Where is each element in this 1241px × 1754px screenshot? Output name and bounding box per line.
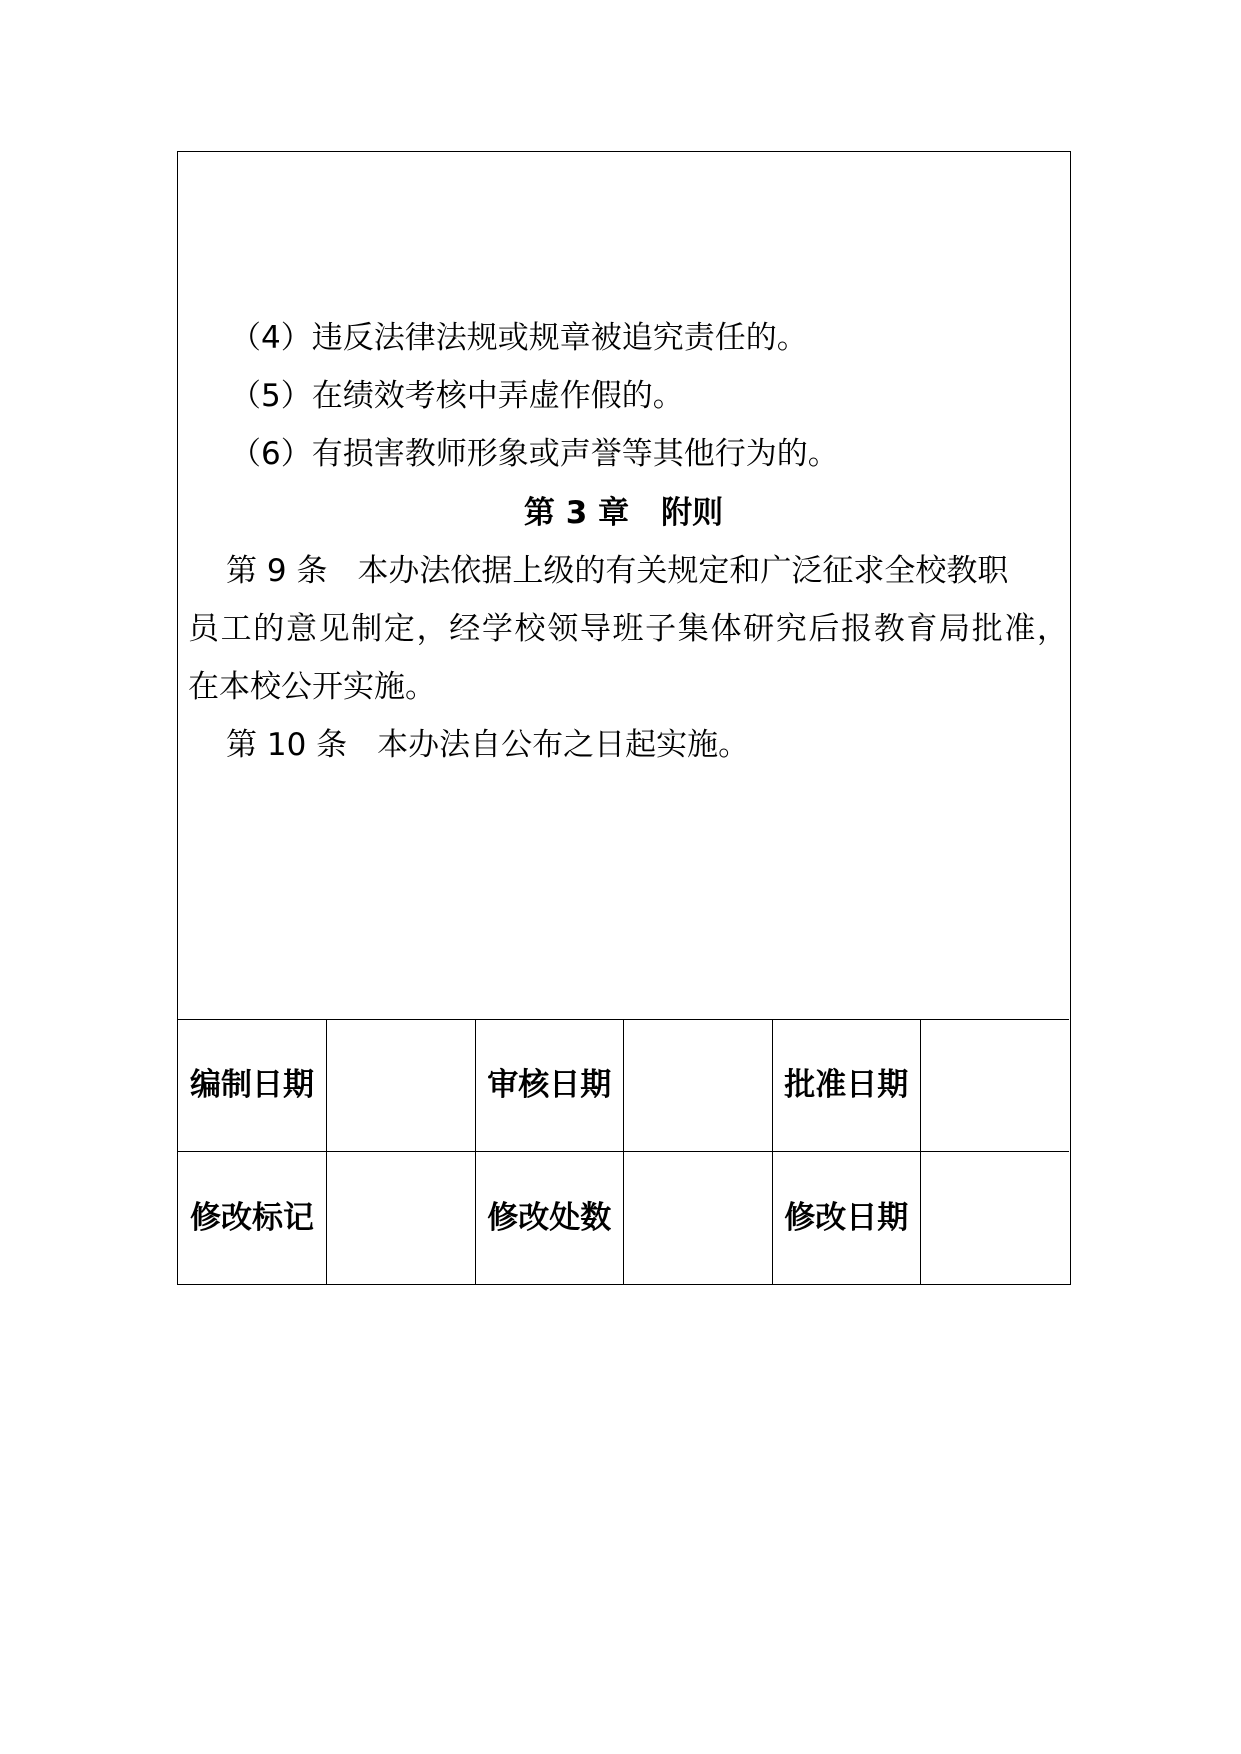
article-10-text: 本办法自公布之日起实施。: [377, 727, 750, 763]
list-item-4: （4）违反法律法规或规章被追究责任的。: [230, 320, 808, 356]
approve-date-label: 批准日期: [784, 1067, 909, 1104]
revision-date-value-cell: [921, 1151, 1070, 1284]
review-date-value-cell: [624, 1020, 773, 1151]
article-9-text-1: 本办法依据上级的有关规定和广泛征求全校教职: [357, 553, 1009, 589]
review-date-label-cell: [475, 1020, 624, 1151]
revision-count-value-cell: [624, 1151, 773, 1284]
approve-date-label-cell: [772, 1020, 921, 1151]
article-9-line-3: 在本校公开实施。: [188, 669, 436, 705]
table-row: [178, 1020, 1069, 1151]
article-9-line-1: [226, 549, 1008, 593]
content-cell: [178, 152, 1069, 1020]
revision-count-label: 修改处数: [487, 1199, 612, 1236]
revision-mark-label-cell: [178, 1151, 327, 1284]
list-item-6: （6）有损害教师形象或声誉等其他行为的。: [230, 436, 839, 472]
chapter-title: [178, 491, 1069, 535]
revision-date-label: 修改日期: [784, 1199, 909, 1236]
revision-mark-label: 修改标记: [190, 1199, 314, 1236]
compile-date-value-cell: [327, 1020, 476, 1151]
compile-date-label-cell: [178, 1020, 327, 1151]
revision-date-label-cell: [772, 1151, 921, 1284]
approve-date-value-cell: [921, 1020, 1070, 1151]
article-9-line-2: 员工的意见制定，经学校领导班子集体研究后报教育局批准，: [188, 611, 1068, 647]
article-10-label: 第 10 条: [226, 727, 348, 763]
compile-date-label: 编制日期: [190, 1067, 314, 1104]
revision-count-label-cell: [475, 1151, 624, 1284]
document-frame: [177, 151, 1071, 1285]
chapter-name: 附则: [661, 495, 724, 531]
list-item-5: （5）在绩效考核中弄虚作假的。: [230, 378, 684, 414]
revision-mark-value-cell: [327, 1151, 476, 1284]
review-date-label: 审核日期: [487, 1067, 612, 1104]
chapter-number: 第 3 章: [523, 495, 630, 531]
article-10: [226, 723, 749, 767]
approval-table: [178, 1020, 1069, 1284]
table-row: [178, 1151, 1069, 1284]
article-9-label: 第 9 条: [226, 553, 328, 589]
